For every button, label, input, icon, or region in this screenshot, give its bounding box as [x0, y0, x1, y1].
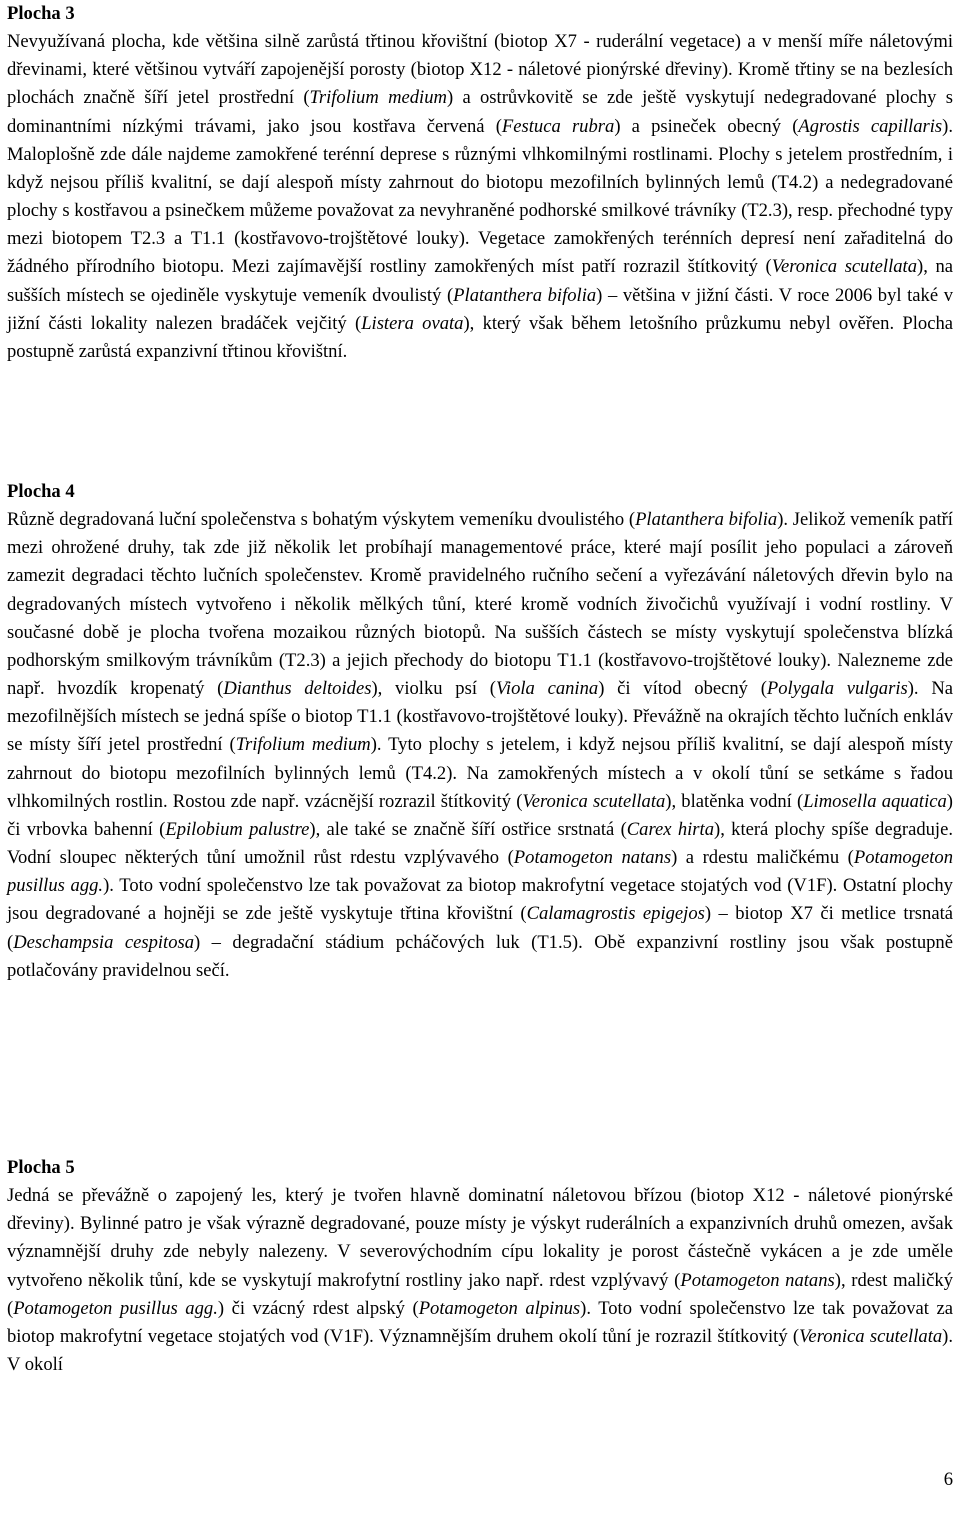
latin-name: Dianthus deltoides: [223, 678, 372, 700]
text-run: ) či vrbovka bahenní (: [7, 790, 953, 840]
section-plocha-4: [7, 478, 953, 985]
text-run: ), na sušších místech se ojediněle vyskytuje vemeník dvoulistý (: [7, 256, 953, 306]
section-paragraph: [7, 28, 953, 366]
latin-name: Deschampsia cespitosa: [13, 931, 195, 953]
text-run: ). Maloplošně zde dále najdeme zamokřené terénní deprese s různými vlhkomilnými rostlinami. Plochy s jetelem prostředním, i když nejsou příliš kvalitní, se dají alespoň místy zahrnout do biotopu mezofilních bylinných lemů (T4.2) a nedegradované plochy s kostřavou a psinečkem můžeme považovat za nevyhraněné podhorské smilkové trávníky (T2.3), resp. přechodné typy mezi biotopem T2.3 a T1.1 (kostřavovo-trojštětové louky). Vegetace zamokřených terénních depresí není zařaditelná do žádného přírodního biotopu. Mezi zajímavější rostliny zamokřených míst patří rozrazil štítkovitý (: [7, 115, 953, 278]
text-run: ). Toto vodní společenstvo lze tak považovat za biotop makrofytní vegetace stojatých vod (V1F). Ostatní plochy jsou degradované a hojněji se zde ještě vyskytuje třtina křovištní (: [7, 875, 953, 925]
latin-name: Agrostis capillaris: [798, 115, 943, 137]
section-paragraph: [7, 506, 953, 985]
text-run: ) – většina v jižní části. V roce 2006 byl také v jižní části lokality nalezen bradáček vejčitý (: [7, 284, 954, 334]
latin-name: Veronica scutellata: [522, 790, 666, 812]
text-run: ). Na mezofilnějších místech se jedná spíše o biotop T1.1 (kostřavovo-trojštětové louky). Převážně na okrajích těchto lučních enkláv se místy šíří jetel prostřední (: [7, 678, 954, 756]
text-run: ) – biotop X7 či metlice trsnatá (: [7, 903, 953, 953]
text-run: ). Jelikož vemeník patří mezi ohrožené druhy, tak zde již několik let probíhají managementové práce, které mají posílit jeho populaci a zároveň zamezit degradaci těchto lučních společenstev. Kromě pravidelného ručního sečení a vyřezávání náletových dřevin bylo na degradovaných místech vytvořeno i několik mělkých tůní, které kromě vodních živočichů využívají i vodní rostliny. V současné době je plocha tvořena mozaikou různých biotopů. Na sušších částech se místy vyskytují společenstva blízká podhorským smilkovým trávníkům (T2.3) a jejich přechody do biotopu T1.1 (kostřavovo-trojštětové louky). Nalezneme zde např. hvozdík kropenatý (: [7, 509, 953, 700]
latin-name: Potamogeton alpinus: [418, 1297, 581, 1319]
latin-name: Epilobium palustre: [165, 818, 310, 840]
section-paragraph: [7, 1182, 953, 1379]
section-heading: Plocha 5: [7, 1157, 75, 1178]
latin-name: Potamogeton natans: [680, 1269, 835, 1291]
text-run: Nevyužívaná plocha, kde většina silně zarůstá třtinou křovištní (biotop X7 - ruderální vegetace) a v menší míře náletovými dřevinami, které většinou vytváří zapojenější porosty (biotop X12 - náletové pionýrské dřeviny). Kromě třtiny se na bezlesích plochách značně šíří jetel prostřední (: [7, 31, 953, 109]
text-run: ) či vítod obecný (: [598, 678, 767, 700]
latin-name: Viola canina: [495, 678, 599, 700]
text-run: Různě degradovaná luční společenstva s bohatým výskytem vemeníku dvoulistého (: [7, 509, 636, 531]
latin-name: Potamogeton pusillus agg.: [13, 1297, 218, 1319]
page-number: 6: [943, 1469, 953, 1490]
text-run: ) a psineček obecný (: [614, 115, 799, 137]
text-run: ), která plochy spíše degraduje. Vodní sloupec některých tůní umožnil růst rdestu vzplývavého (: [7, 818, 953, 869]
text-run: ), ale také se značně šíří ostřice srstnatá (: [309, 818, 627, 840]
latin-name: Trifolium medium: [235, 734, 371, 756]
text-run: ), který však během letošního průzkumu nebyl ověřen. Plocha postupně zarůstá expanzivní třtinou křovištní.: [7, 312, 953, 362]
latin-name: Platanthera bifolia: [453, 284, 597, 306]
text-run: Jedná se převážně o zapojený les, který je tvořen hlavně dominatní náletovou břízou (biotop X12 - náletové pionýrské dřeviny). Bylinné patro je však výrazně degradované, pouze místy je výskyt ruderálních a expanzivních druhů omezen, avšak významnější druhy zde nebyly nalezeny. V severovýchodním cípu lokality je porost částečně vykácen a je zde uměle vytvořeno několik tůní, kde se vyskytují makrofytní rostliny jako např. rdest vzplývavý (: [7, 1185, 953, 1291]
section-heading: Plocha 4: [7, 481, 75, 502]
latin-name: Carex hirta: [626, 818, 714, 840]
latin-name: Platanthera bifolia: [635, 509, 778, 531]
text-run: ) či vzácný rdest alpský (: [217, 1297, 419, 1319]
section-heading: Plocha 3: [7, 3, 75, 24]
text-run: ). V okolí: [7, 1325, 953, 1376]
section-plocha-5: [7, 1154, 953, 1379]
latin-name: Polygala vulgaris: [766, 678, 908, 700]
latin-name: Trifolium medium: [309, 87, 447, 109]
latin-name: Potamogeton pusillus agg.: [7, 847, 954, 897]
text-run: ). Tyto plochy s jetelem, i když nejsou příliš kvalitní, se dají alespoň místy zahrnout do biotopu mezofilních bylinných lemů (T4.2). Na zamokřených místech a v okolí tůní se setkáme s řadou vlhkomilných rostlin. Rostou zde např. vzácnější rozrazil štítkovitý (: [7, 734, 953, 812]
section-plocha-3: [7, 0, 953, 366]
latin-name: Festuca rubra: [501, 115, 615, 137]
text-run: ) a rdestu maličkému (: [671, 847, 854, 869]
latin-name: Calamagrostis epigejos: [526, 903, 705, 925]
latin-name: Listera ovata: [361, 312, 464, 334]
latin-name: Limosella aquatica: [803, 790, 947, 812]
text-run: ) – degradační stádium pcháčových luk (T1.5). Obě expanzivní rostliny jsou však postupně potlačovány pravidelnou sečí.: [7, 931, 953, 981]
latin-name: Potamogeton natans: [513, 847, 672, 869]
text-run: ), violku psí (: [371, 678, 496, 700]
text-run: ), blatěnka vodní (: [665, 790, 804, 812]
latin-name: Veronica scutellata: [799, 1325, 943, 1347]
text-run: ), rdest maličký (: [7, 1269, 953, 1319]
text-run: ) a ostrůvkovitě se zde ještě vyskytují nedegradované plochy s dominantními nízkými trávami, jako jsou kostřava červená (: [7, 87, 953, 137]
text-run: ). Toto vodní společenstvo lze tak považovat za biotop makrofytní vegetace stojatých vod (V1F). Významnějším druhem okolí tůní je rozrazil štítkovitý (: [7, 1297, 953, 1347]
latin-name: Veronica scutellata: [771, 256, 917, 278]
